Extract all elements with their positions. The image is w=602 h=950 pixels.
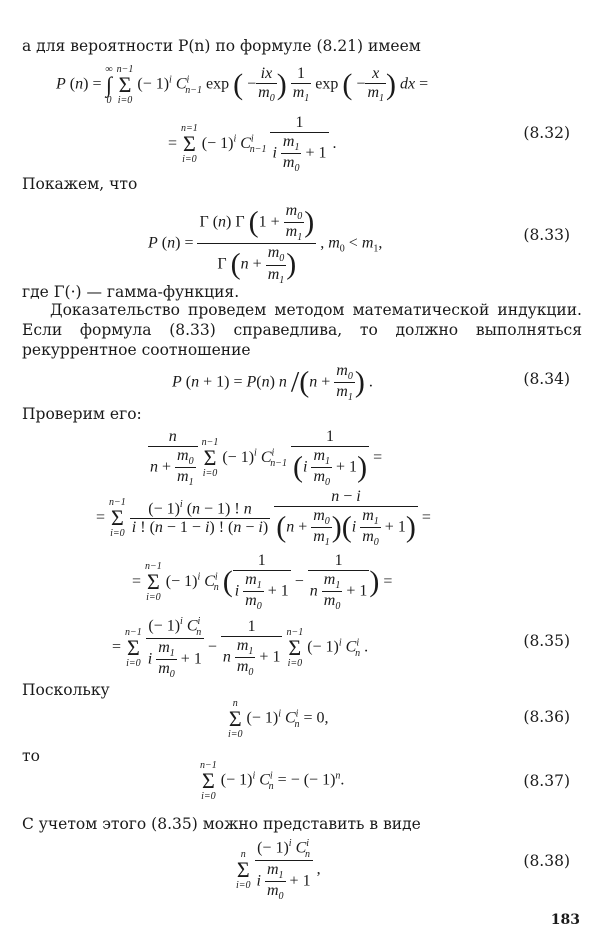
equation-number-8-32: (8.32) xyxy=(523,124,570,142)
paragraph-considering: С учетом этого (8.35) можно представить в виде xyxy=(22,815,421,833)
paragraph-then: то xyxy=(22,747,40,765)
paragraph-intro: а для вероятности P(n) по формуле (8.21) имеем xyxy=(22,37,421,55)
page-number: 183 xyxy=(550,912,580,928)
formula-8-35-line1: n n + $\frac{m_0}{m_1}$ n−1 Σ i=0 (− 1)$^i$ $C^i_{n-1}$ 1 (i $\frac{m_1}{m_0}$ + 1) = xyxy=(150,428,383,489)
equation-number-8-38: (8.38) xyxy=(523,852,570,870)
formula-8-38: n Σ i=0 (− 1)$^i$ $C^i_n$ i $\frac{m_1}{m_0}$ + 1 , xyxy=(236,838,321,902)
formula-8-34: P (n + 1) = P(n) n /(n + $\frac{m_0}{m_1}$ ) . xyxy=(172,362,373,404)
paragraph-proof: Доказательство проведем методом математической индукции. Если формула (8.33) справедлива, то должно выполняться рекуррентное соотношение xyxy=(22,301,582,359)
paragraph-gamma: где Γ(·) — гамма-функция. xyxy=(22,283,240,301)
formula-8-35-line2: = n−1 Σ i=0 $\frac{(- 1)^i (n - 1) ! n}{i ! (n - 1 - i) ! (n - i)}$ n − i (n + $\frac{m_0}{m_1}$ )(i $\frac{m_1}{m_0}$ + 1) = xyxy=(96,488,431,549)
formula-8-36: n Σ i=0 (− 1)$^i$ $C^i_n = 0$, xyxy=(228,698,329,740)
formula-8-32-line1: P (n) = ∞ ∫ 0 n−1 Σ i=0 (− 1)$^i$ $C^i_{n-1}$ exp ( − $\frac{ix}{m_0}$ ) $\frac{1}{m_1}$ exp ( − $\frac{x}{m_1}$ ) dx = xyxy=(56,64,429,106)
formula-8-33: P (n) = Γ (n) Γ (1 + $\frac{m_0}{m_1}$ ) Γ (n + $\frac{m_0}{m_1}$ ) , $m_0 < m_1$, xyxy=(148,202,383,286)
formula-8-37: n−1 Σ i=0 (− 1)$^i$ $C^i_n$ = − (− 1)$^n$. xyxy=(200,760,345,802)
equation-number-8-34: (8.34) xyxy=(523,370,570,388)
paragraph-check: Проверим его: xyxy=(22,405,142,423)
formula-8-32-line2: = n=1 Σ i=0 (− 1)$^i$ $C^i_{n-1}$ 1 i $\frac{m_1}{m_0}$ + 1 . xyxy=(168,114,337,175)
equation-number-8-35: (8.35) xyxy=(523,632,570,650)
equation-number-8-33: (8.33) xyxy=(523,226,570,244)
formula-8-35-line3: = n−1 Σ i=0 (− 1)$^i$ $C^i_n$ ( 1 i $\frac{m_1}{m_0}$ + 1 − 1 n $\frac{m_1}{m_0}$ + 1 ) = xyxy=(132,552,393,613)
equation-number-8-36: (8.36) xyxy=(523,708,570,726)
formula-8-35-line4: = n−1 Σ i=0 (− 1)$^i$ $C^i_n$ i $\frac{m_1}{m_0}$ + 1 − 1 n $\frac{m_1}{m_0}$ + 1 n−1 Σ i=0 (− 1)$^i$ $C^i_n$ . xyxy=(112,616,369,680)
paragraph-since: Поскольку xyxy=(22,681,110,699)
equation-number-8-37: (8.37) xyxy=(523,772,570,790)
paragraph-show: Покажем, что xyxy=(22,175,138,193)
